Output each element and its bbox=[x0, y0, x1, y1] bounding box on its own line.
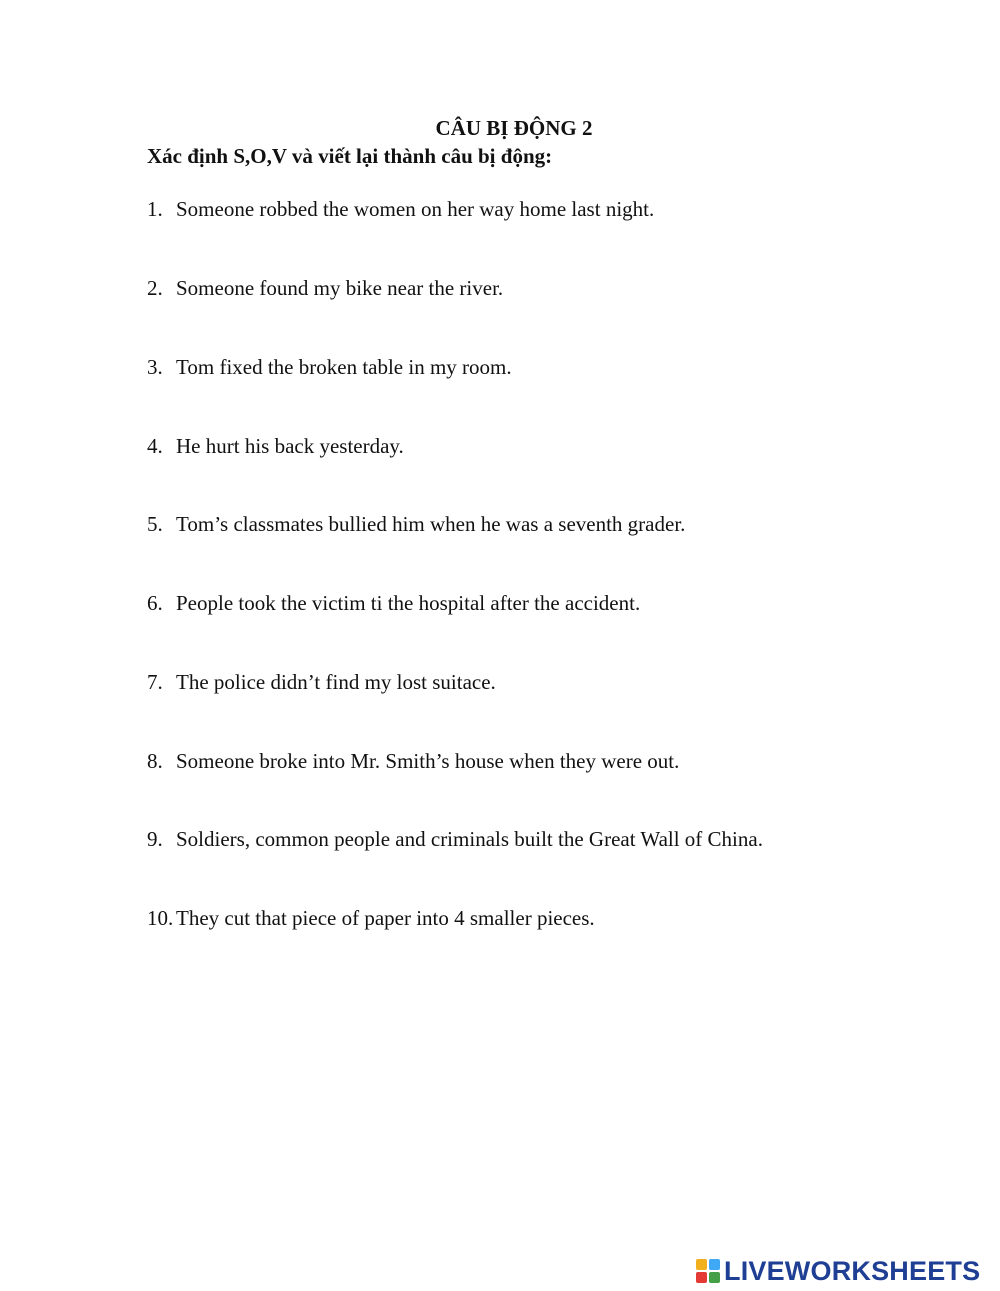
item-text: They cut that piece of paper into 4 smaller pieces. bbox=[176, 906, 595, 930]
list-item bbox=[147, 827, 763, 852]
item-number: 4. bbox=[147, 434, 163, 458]
item-number: 3. bbox=[147, 355, 163, 379]
item-number: 10. bbox=[147, 906, 174, 930]
item-number: 1. bbox=[147, 197, 163, 221]
item-number: 5. bbox=[147, 512, 163, 536]
item-number: 7. bbox=[147, 670, 163, 694]
item-number: 9. bbox=[147, 827, 163, 851]
item-number: 6. bbox=[147, 591, 163, 615]
list-item bbox=[147, 670, 496, 695]
instruction-text: Xác định S,O,V và viết lại thành câu bị động: bbox=[147, 144, 553, 168]
item-text: Tom’s classmates bullied him when he was a seventh grader. bbox=[176, 512, 686, 536]
list-item bbox=[147, 276, 503, 301]
list-item bbox=[147, 197, 654, 222]
list-item bbox=[147, 434, 404, 459]
list-item bbox=[147, 749, 679, 774]
item-text: People took the victim ti the hospital after the accident. bbox=[176, 591, 641, 615]
item-text: Tom fixed the broken table in my room. bbox=[176, 355, 512, 379]
item-number: 8. bbox=[147, 749, 163, 773]
item-text: Someone robbed the women on her way home last night. bbox=[176, 197, 655, 221]
item-text: Someone broke into Mr. Smith’s house when they were out. bbox=[176, 749, 680, 773]
logo-mark-icon bbox=[696, 1259, 720, 1283]
page-title: CÂU BỊ ĐỘNG 2 bbox=[435, 116, 593, 140]
item-text: The police didn’t find my lost suitace. bbox=[176, 670, 496, 694]
logo-text: LIVEWORKSHEETS bbox=[724, 1255, 981, 1286]
list-item bbox=[147, 355, 512, 380]
item-number: 2. bbox=[147, 276, 163, 300]
list-item bbox=[147, 512, 685, 537]
list-item bbox=[147, 906, 595, 931]
item-text: He hurt his back yesterday. bbox=[176, 434, 404, 458]
liveworksheets-logo[interactable] bbox=[696, 1257, 980, 1285]
item-text: Soldiers, common people and criminals built the Great Wall of China. bbox=[176, 827, 763, 851]
list-item bbox=[147, 591, 640, 616]
item-text: Someone found my bike near the river. bbox=[176, 276, 504, 300]
